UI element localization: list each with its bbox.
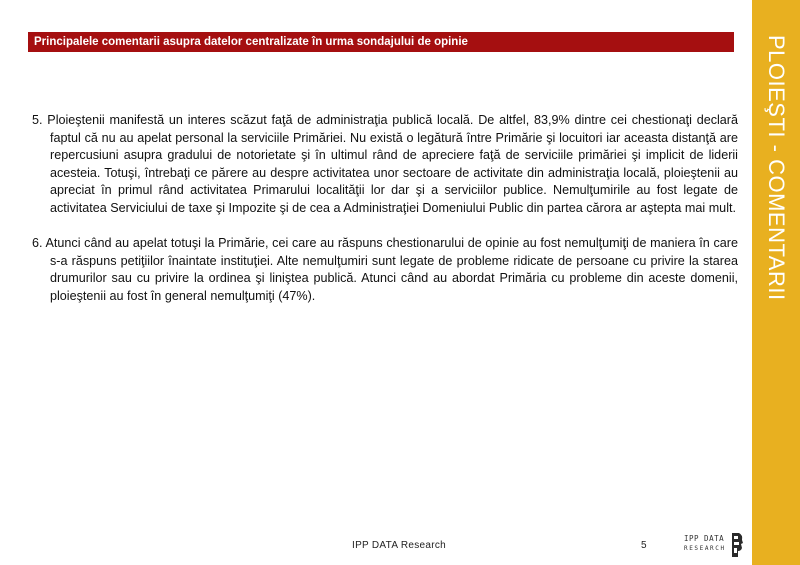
section-header-bar [28,32,734,52]
side-title: PLOIEŞTI - COMENTARII [764,35,789,301]
page-number: 5 [641,540,647,551]
content-body [32,112,738,323]
logo-head-icon [728,531,746,559]
logo-line2: RESEARCH [684,545,726,552]
paragraph-6: 6. Atunci când au apelat totuşi la Primărie, cei care au răspuns chestionarului de opinie au fost nemulţumiţi de maniera în care s-a răspuns petiţiilor înaintate instituţiei. Alte nemulţumiri sunt legate de probleme ridicate de persoane cu privire la starea drumurilor sau cu privire la ordinea şi liniştea publică. Atunci când au abordat Primăria cu probleme din aceste domenii, ploieştenii au fost în general nemulţumiţi (47%). [32,236,738,303]
paragraph-5: 5. Ploieştenii manifestă un interes scăzut faţă de administraţia publică locală. De altfel, 83,9% dintre cei chestionaţi declară faptul că nu au apelat personal la serviciile Primăriei. Nu există o legătură între Primărie şi locuitori iar aceasta distanţă are repercusiuni asupra gradului de notorietate şi în ultimul rând de apreciere faţă de serviciile primăriei şi implicit de liderii acesteia. Totuşi, întrebaţi ce părere au despre activitatea unor sectoare de activitate din administraţia locală, ploieştenii au apreciat în primul rând activitatea Primarului localităţii lor dar şi a serviciilor publice. Nemulţumirile au fost legate de activitatea Serviciului de taxe şi Impozite şi de cea a Administraţiei Domeniului Public din partea cărora ar aştepta mai mult. [32,113,738,215]
logo-line1: IPP DATA [684,534,725,543]
ipp-data-logo [684,531,746,559]
footer-org: IPP DATA Research [352,540,447,551]
section-header-title: Principalele comentarii asupra datelor centralizate în urma sondajului de opinie [34,36,468,48]
